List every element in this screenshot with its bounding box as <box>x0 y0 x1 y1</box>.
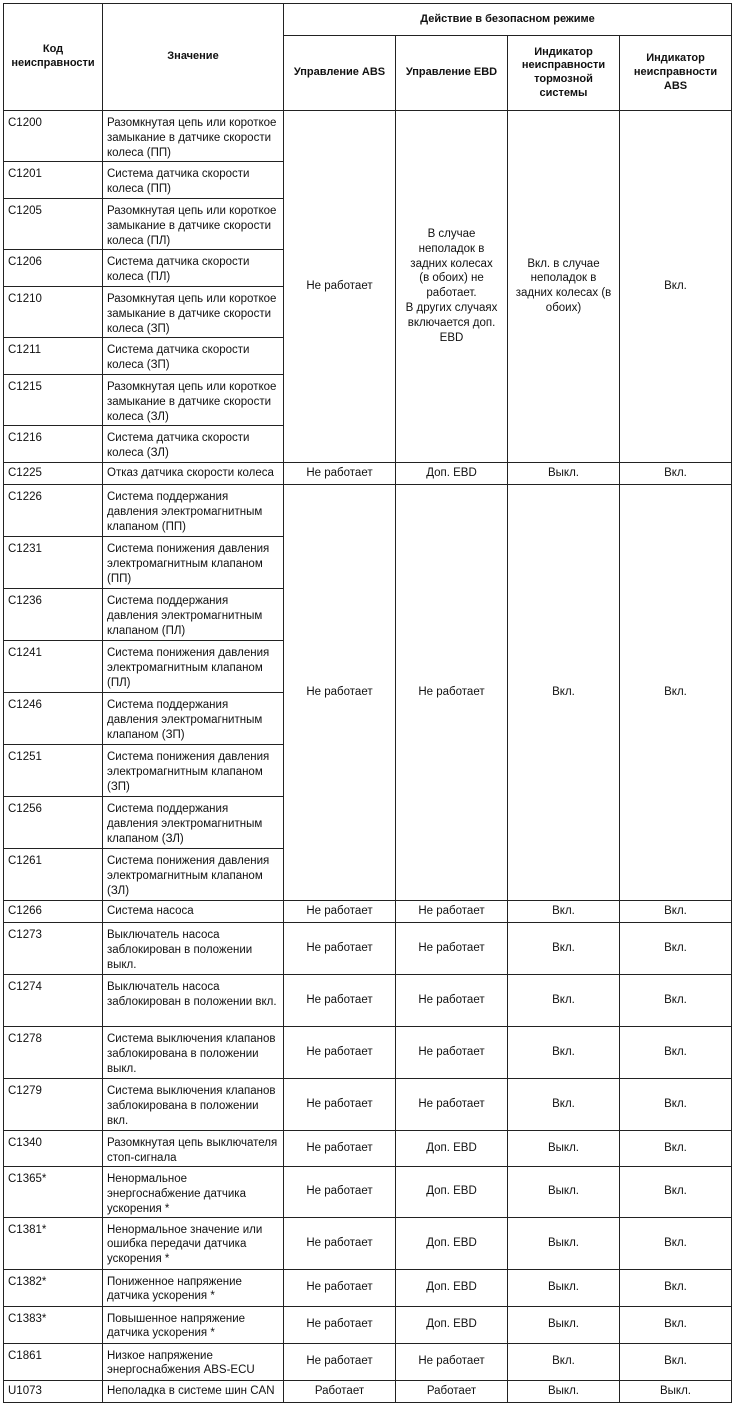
fault-code: C1251 <box>4 744 103 796</box>
abs-indicator-value: Вкл. <box>620 1217 732 1269</box>
fault-code: C1241 <box>4 640 103 692</box>
fault-code: C1382* <box>4 1269 103 1306</box>
fault-meaning: Система понижения давления электромагнитным клапаном (ПП) <box>103 536 284 588</box>
fault-code: C1365* <box>4 1166 103 1217</box>
brake-indicator-value: Вкл. <box>508 900 620 922</box>
table-row <box>4 1343 732 1380</box>
table-row <box>4 974 732 1026</box>
brake-indicator-value: Выкл. <box>508 1130 620 1166</box>
abs-control-value: Не работает <box>284 974 396 1026</box>
fault-meaning: Система понижения давления электромагнитным клапаном (ЗЛ) <box>103 848 284 900</box>
brake-indicator-value: Вкл. <box>508 1078 620 1130</box>
abs-indicator-value: Вкл. <box>620 111 732 463</box>
brake-indicator-value: Выкл. <box>508 1380 620 1402</box>
abs-control-value: Не работает <box>284 900 396 922</box>
ebd-control-value: Работает <box>396 1380 508 1402</box>
fault-meaning: Система поддержания давления электромагнитным клапаном (ЗЛ) <box>103 796 284 848</box>
fault-code: C1381* <box>4 1217 103 1269</box>
brake-indicator-value: Выкл. <box>508 1166 620 1217</box>
fault-code: C1210 <box>4 286 103 337</box>
fault-code: C1383* <box>4 1306 103 1343</box>
fault-code: C1340 <box>4 1130 103 1166</box>
fault-meaning: Система датчика скорости колеса (ПП) <box>103 161 284 198</box>
abs-control-value: Не работает <box>284 1130 396 1166</box>
fault-meaning: Разомкнутая цепь или короткое замыкание в датчике скорости колеса (ПЛ) <box>103 198 284 249</box>
abs-control-value: Не работает <box>284 1026 396 1078</box>
abs-control-value: Не работает <box>284 111 396 463</box>
fault-meaning: Пониженное напряжение датчика ускорения * <box>103 1269 284 1306</box>
abs-control-value: Работает <box>284 1380 396 1402</box>
fault-code: C1201 <box>4 161 103 198</box>
abs-control-value: Не работает <box>284 1269 396 1306</box>
abs-indicator-value: Выкл. <box>620 1380 732 1402</box>
fault-meaning: Система понижения давления электромагнитным клапаном (ПЛ) <box>103 640 284 692</box>
table-row <box>4 1269 732 1306</box>
fault-meaning: Разомкнутая цепь или короткое замыкание в датчике скорости колеса (ПП) <box>103 111 284 162</box>
ebd-control-value: Не работает <box>396 922 508 974</box>
fault-meaning: Выключатель насоса заблокирован в положении выкл. <box>103 922 284 974</box>
ebd-control-value: Доп. EBD <box>396 1306 508 1343</box>
fault-code: C1200 <box>4 111 103 162</box>
fault-code: C1205 <box>4 198 103 249</box>
abs-indicator-value: Вкл. <box>620 922 732 974</box>
brake-indicator-value: Вкл. в случае неполадок в задних колесах (в обоих) <box>508 111 620 463</box>
header-safe-mode: Действие в безопасном режиме <box>284 4 732 36</box>
fault-code: C1266 <box>4 900 103 922</box>
header-abs-indicator: Индикатор неисправности ABS <box>620 36 732 111</box>
brake-indicator-value: Выкл. <box>508 1269 620 1306</box>
fault-code: C1273 <box>4 922 103 974</box>
fault-meaning: Неполадка в системе шин CAN <box>103 1380 284 1402</box>
brake-indicator-value: Вкл. <box>508 1026 620 1078</box>
brake-indicator-value: Выкл. <box>508 1217 620 1269</box>
abs-indicator-value: Вкл. <box>620 462 732 484</box>
fault-code: C1274 <box>4 974 103 1026</box>
ebd-control-value: Не работает <box>396 974 508 1026</box>
table-row <box>4 462 732 484</box>
fault-meaning: Ненормальное значение или ошибка передачи датчика ускорения * <box>103 1217 284 1269</box>
fault-code: C1216 <box>4 425 103 462</box>
abs-indicator-value: Вкл. <box>620 1306 732 1343</box>
abs-control-value: Не работает <box>284 922 396 974</box>
fault-meaning: Система выключения клапанов заблокирована в положении вкл. <box>103 1078 284 1130</box>
fault-meaning: Система насоса <box>103 900 284 922</box>
header-meaning: Значение <box>103 4 284 111</box>
ebd-control-value: Не работает <box>396 1026 508 1078</box>
abs-indicator-value: Вкл. <box>620 974 732 1026</box>
brake-indicator-value: Вкл. <box>508 922 620 974</box>
table-row <box>4 1026 732 1078</box>
fault-meaning: Выключатель насоса заблокирован в положении вкл. <box>103 974 284 1026</box>
abs-indicator-value: Вкл. <box>620 1130 732 1166</box>
abs-control-value: Не работает <box>284 1078 396 1130</box>
fault-meaning: Система выключения клапанов заблокирована в положении выкл. <box>103 1026 284 1078</box>
table-row <box>4 1130 732 1166</box>
ebd-control-value: Доп. EBD <box>396 462 508 484</box>
abs-control-value: Не работает <box>284 462 396 484</box>
header-code: Код неисправности <box>4 4 103 111</box>
ebd-control-value: Не работает <box>396 1078 508 1130</box>
fault-code: U1073 <box>4 1380 103 1402</box>
fault-meaning: Система понижения давления электромагнитным клапаном (ЗП) <box>103 744 284 796</box>
ebd-control-value: Доп. EBD <box>396 1166 508 1217</box>
table-row <box>4 111 732 162</box>
brake-indicator-value: Вкл. <box>508 484 620 900</box>
fault-meaning: Система датчика скорости колеса (ЗЛ) <box>103 425 284 462</box>
abs-indicator-value: Вкл. <box>620 1269 732 1306</box>
abs-control-value: Не работает <box>284 484 396 900</box>
table-row <box>4 484 732 536</box>
table-row <box>4 1166 732 1217</box>
table-row <box>4 922 732 974</box>
fault-code-table <box>3 3 732 1403</box>
fault-code: C1261 <box>4 848 103 900</box>
table-row <box>4 1078 732 1130</box>
brake-indicator-value: Выкл. <box>508 462 620 484</box>
ebd-control-value: Не работает <box>396 1343 508 1380</box>
brake-indicator-value: Выкл. <box>508 1306 620 1343</box>
header-ebd-control: Управление EBD <box>396 36 508 111</box>
header-abs-control: Управление ABS <box>284 36 396 111</box>
fault-meaning: Разомкнутая цепь или короткое замыкание в датчике скорости колеса (ЗЛ) <box>103 374 284 425</box>
fault-code: C1236 <box>4 588 103 640</box>
fault-code: C1861 <box>4 1343 103 1380</box>
ebd-control-value: Доп. EBD <box>396 1217 508 1269</box>
abs-indicator-value: Вкл. <box>620 900 732 922</box>
fault-code: C1246 <box>4 692 103 744</box>
ebd-control-value: Не работает <box>396 484 508 900</box>
fault-meaning: Разомкнутая цепь или короткое замыкание в датчике скорости колеса (ЗП) <box>103 286 284 337</box>
abs-indicator-value: Вкл. <box>620 1166 732 1217</box>
fault-meaning: Разомкнутая цепь выключателя стоп-сигнала <box>103 1130 284 1166</box>
table-row <box>4 1306 732 1343</box>
abs-control-value: Не работает <box>284 1306 396 1343</box>
fault-code: C1206 <box>4 249 103 286</box>
fault-code: C1256 <box>4 796 103 848</box>
table-row <box>4 1217 732 1269</box>
abs-indicator-value: Вкл. <box>620 1343 732 1380</box>
abs-indicator-value: Вкл. <box>620 1078 732 1130</box>
fault-code: C1215 <box>4 374 103 425</box>
fault-code: C1278 <box>4 1026 103 1078</box>
fault-meaning: Отказ датчика скорости колеса <box>103 462 284 484</box>
fault-meaning: Ненормальное энергоснабжение датчика ускорения * <box>103 1166 284 1217</box>
fault-code: C1211 <box>4 337 103 374</box>
brake-indicator-value: Вкл. <box>508 1343 620 1380</box>
ebd-control-value: Не работает <box>396 900 508 922</box>
brake-indicator-value: Вкл. <box>508 974 620 1026</box>
abs-control-value: Не работает <box>284 1217 396 1269</box>
abs-indicator-value: Вкл. <box>620 484 732 900</box>
table-row <box>4 900 732 922</box>
ebd-control-value: В случае неполадок в задних колесах (в обоих) не работает. В других случаях включается доп. EBD <box>396 111 508 463</box>
fault-meaning: Система датчика скорости колеса (ПЛ) <box>103 249 284 286</box>
abs-indicator-value: Вкл. <box>620 1026 732 1078</box>
fault-code: C1231 <box>4 536 103 588</box>
fault-meaning: Низкое напряжение энергоснабжения ABS-ECU <box>103 1343 284 1380</box>
fault-meaning: Система датчика скорости колеса (ЗП) <box>103 337 284 374</box>
abs-control-value: Не работает <box>284 1343 396 1380</box>
ebd-control-value: Доп. EBD <box>396 1130 508 1166</box>
ebd-control-value: Доп. EBD <box>396 1269 508 1306</box>
fault-meaning: Система поддержания давления электромагнитным клапаном (ПП) <box>103 484 284 536</box>
fault-code: C1225 <box>4 462 103 484</box>
header-brake-indicator: Индикатор неисправности тормозной системы <box>508 36 620 111</box>
fault-meaning: Повышенное напряжение датчика ускорения * <box>103 1306 284 1343</box>
fault-meaning: Система поддержания давления электромагнитным клапаном (ПЛ) <box>103 588 284 640</box>
fault-code: C1226 <box>4 484 103 536</box>
abs-control-value: Не работает <box>284 1166 396 1217</box>
fault-code: C1279 <box>4 1078 103 1130</box>
fault-meaning: Система поддержания давления электромагнитным клапаном (ЗП) <box>103 692 284 744</box>
